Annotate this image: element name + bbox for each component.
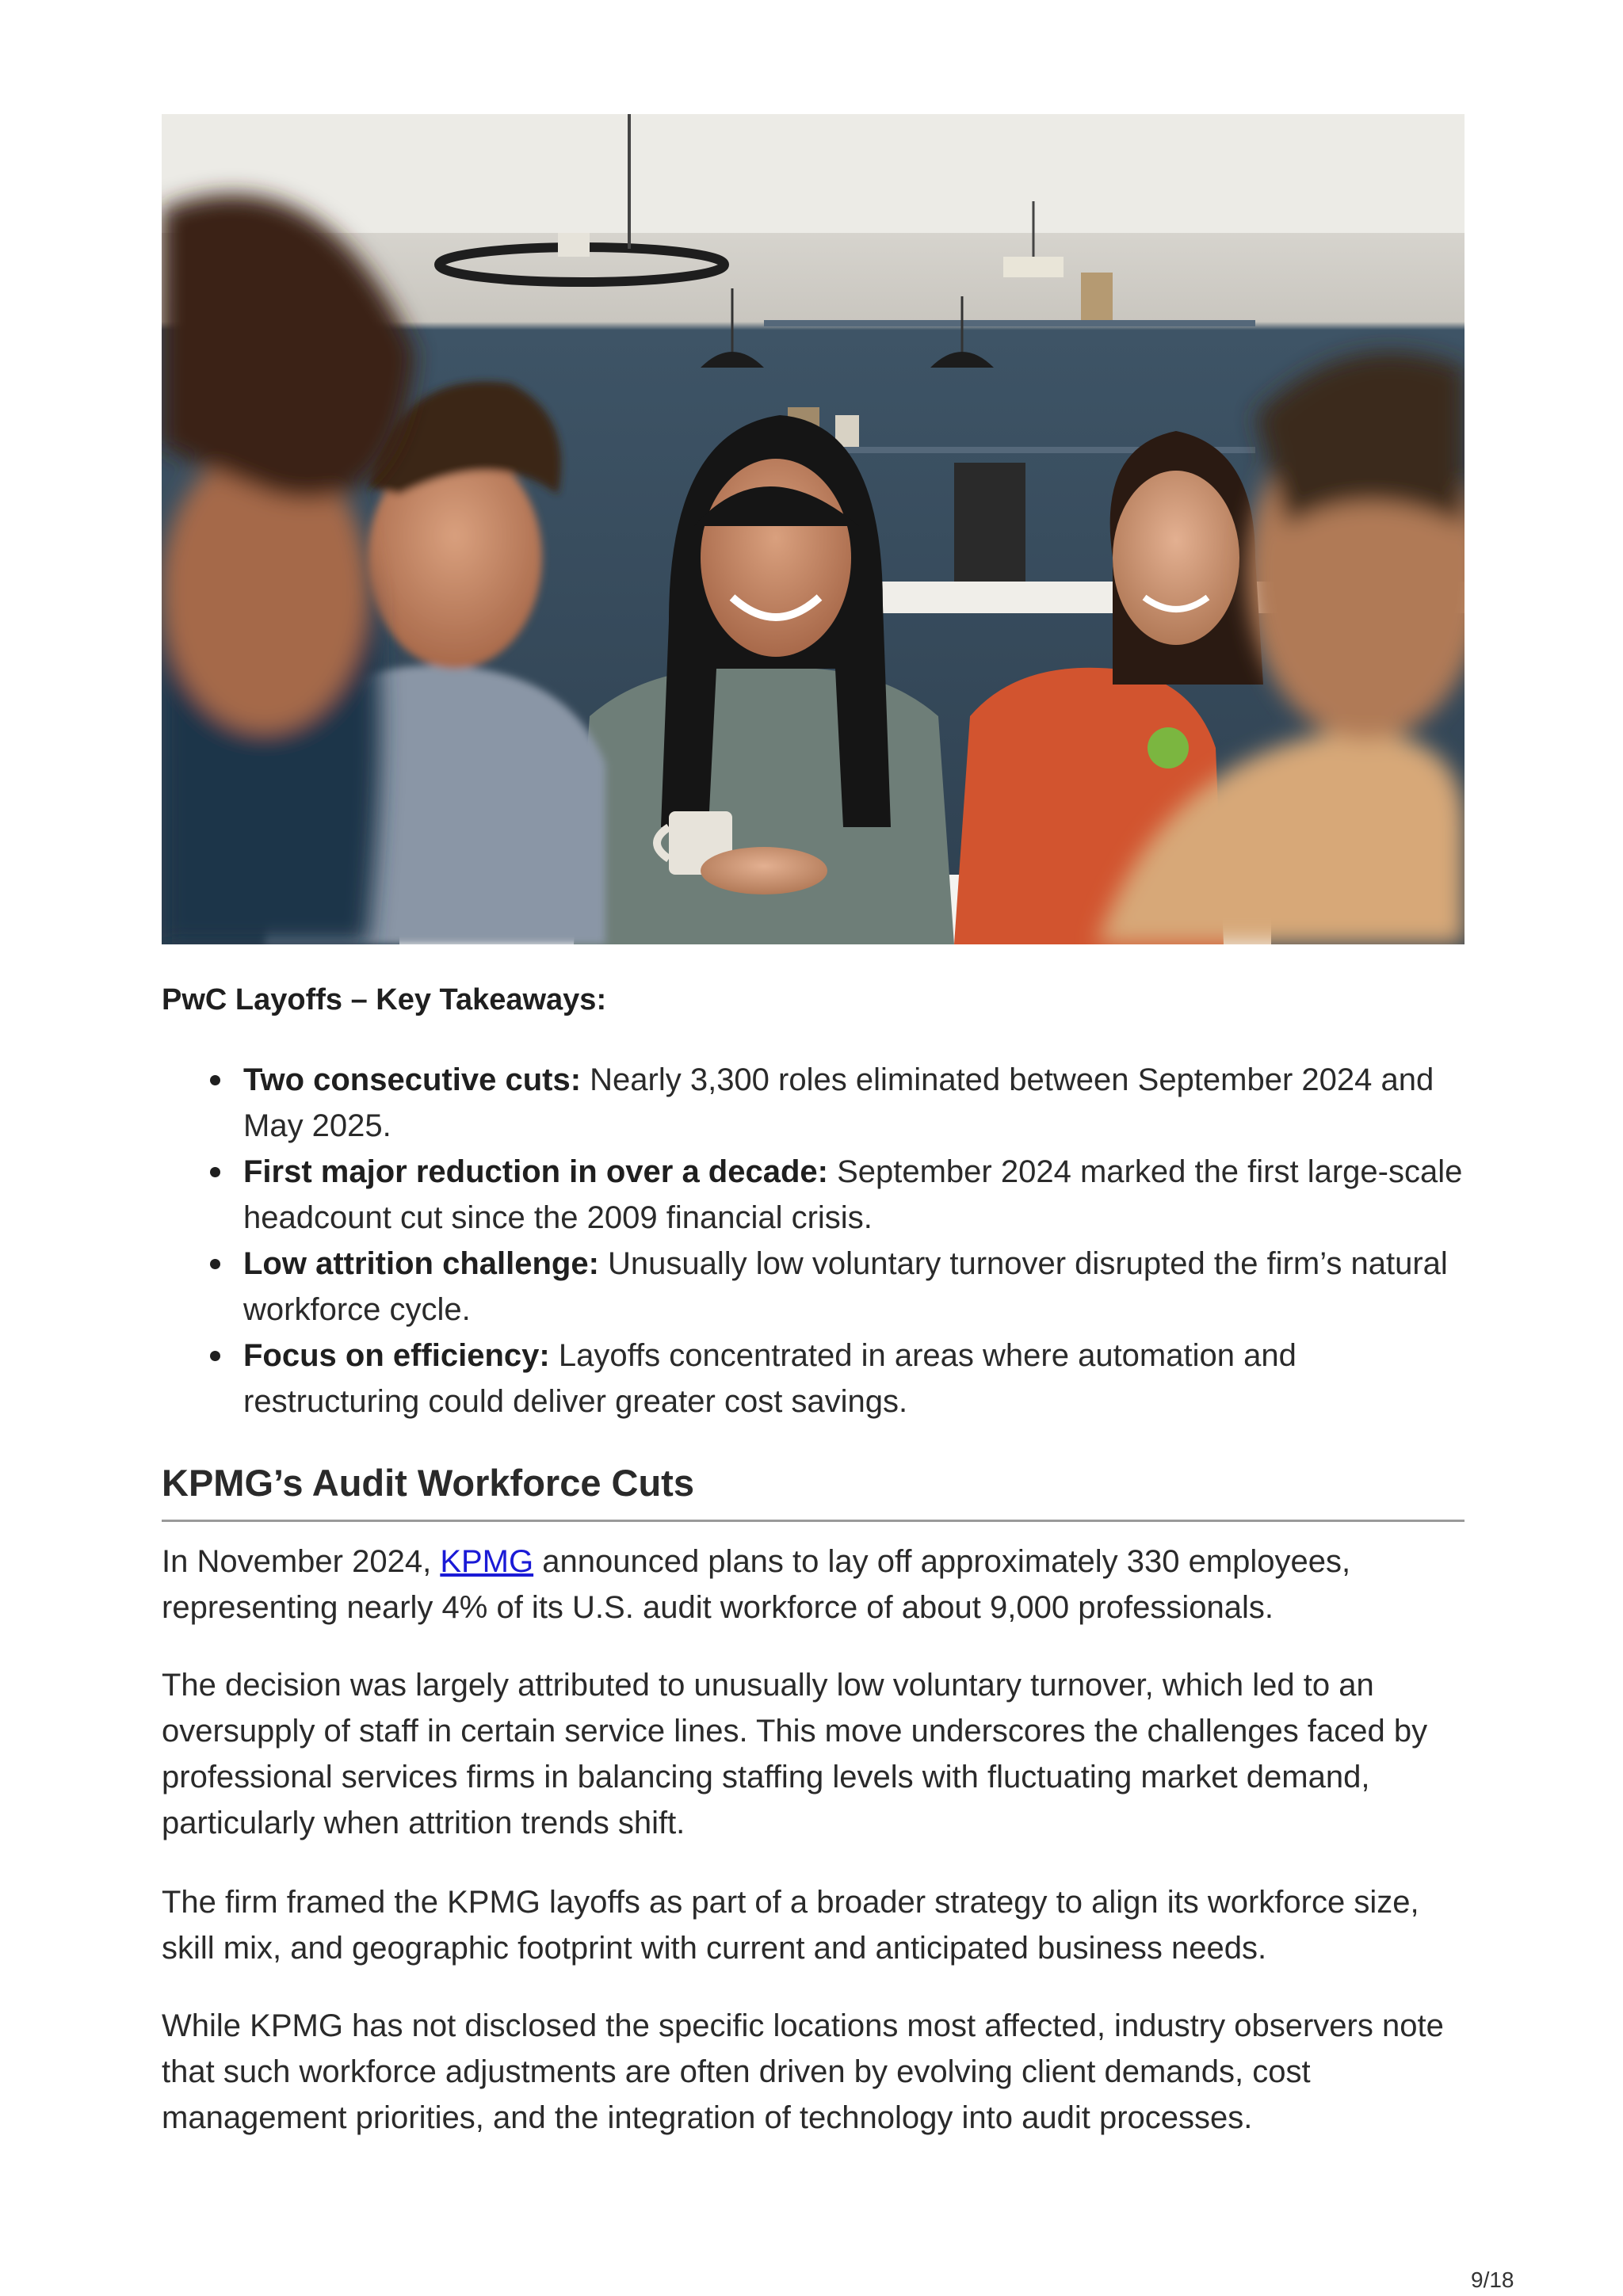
bullet-icon [210, 1259, 220, 1269]
photo-illustration [162, 114, 1465, 944]
list-item-text: Nearly 3,300 roles eliminated between September 2024 and May 2025. [243, 1062, 1434, 1143]
kpmg-link[interactable]: KPMG [440, 1544, 534, 1579]
list-item-text: Unusually low voluntary turnover disrupted the firm’s natural workforce cycle. [243, 1246, 1448, 1327]
takeaways-list [162, 1057, 1465, 1425]
takeaways-heading: PwC Layoffs – Key Takeaways: [162, 983, 607, 1016]
bullet-icon [210, 1167, 220, 1177]
list-item-text: September 2024 marked the first large-scale headcount cut since the 2009 financial crisis. [243, 1154, 1463, 1235]
section-heading: KPMG’s Audit Workforce Cuts [162, 1459, 1465, 1522]
list-item-label: Focus on efficiency: [243, 1338, 550, 1373]
paragraph: The firm framed the KPMG layoffs as part of a broader strategy to align its workforce size, skill mix, and geographic footprint with current and anticipated business needs. [162, 1885, 1419, 1966]
list-item [243, 1333, 1465, 1425]
paragraph: While KPMG has not disclosed the specific locations most affected, industry observers note that such workforce adjustments are often driven by evolving client demands, cost management priorities, and the integration of technology into audit processes. [162, 2008, 1444, 2135]
list-item [243, 1149, 1465, 1241]
paragraph [162, 1539, 1465, 1630]
list-item-label: Two consecutive cuts: [243, 1062, 582, 1097]
list-item [243, 1057, 1465, 1149]
article-photo [162, 114, 1465, 944]
bullet-icon [210, 1351, 220, 1361]
paragraph: The decision was largely attributed to unusually low voluntary turnover, which led to an oversupply of staff in certain service lines. This move underscores the challenges faced by professional services firms in balancing staffing levels with fluctuating market demand, particularly when attrition trends shift. [162, 1668, 1428, 1840]
list-item-text: Layoffs concentrated in areas where automation and restructuring could deliver greater cost savings. [243, 1338, 1296, 1419]
paragraph-text: In November 2024, [162, 1544, 441, 1579]
list-item [243, 1241, 1465, 1333]
page-number: 9/18 [1471, 2267, 1514, 2292]
list-item-label: First major reduction in over a decade: [243, 1154, 828, 1189]
list-item-label: Low attrition challenge: [243, 1246, 599, 1281]
paragraph-text: announced plans to lay off approximately 330 employees, representing nearly 4% of its U.S. audit workforce of about 9,000 professionals. [162, 1544, 1351, 1625]
bullet-icon [210, 1075, 220, 1085]
